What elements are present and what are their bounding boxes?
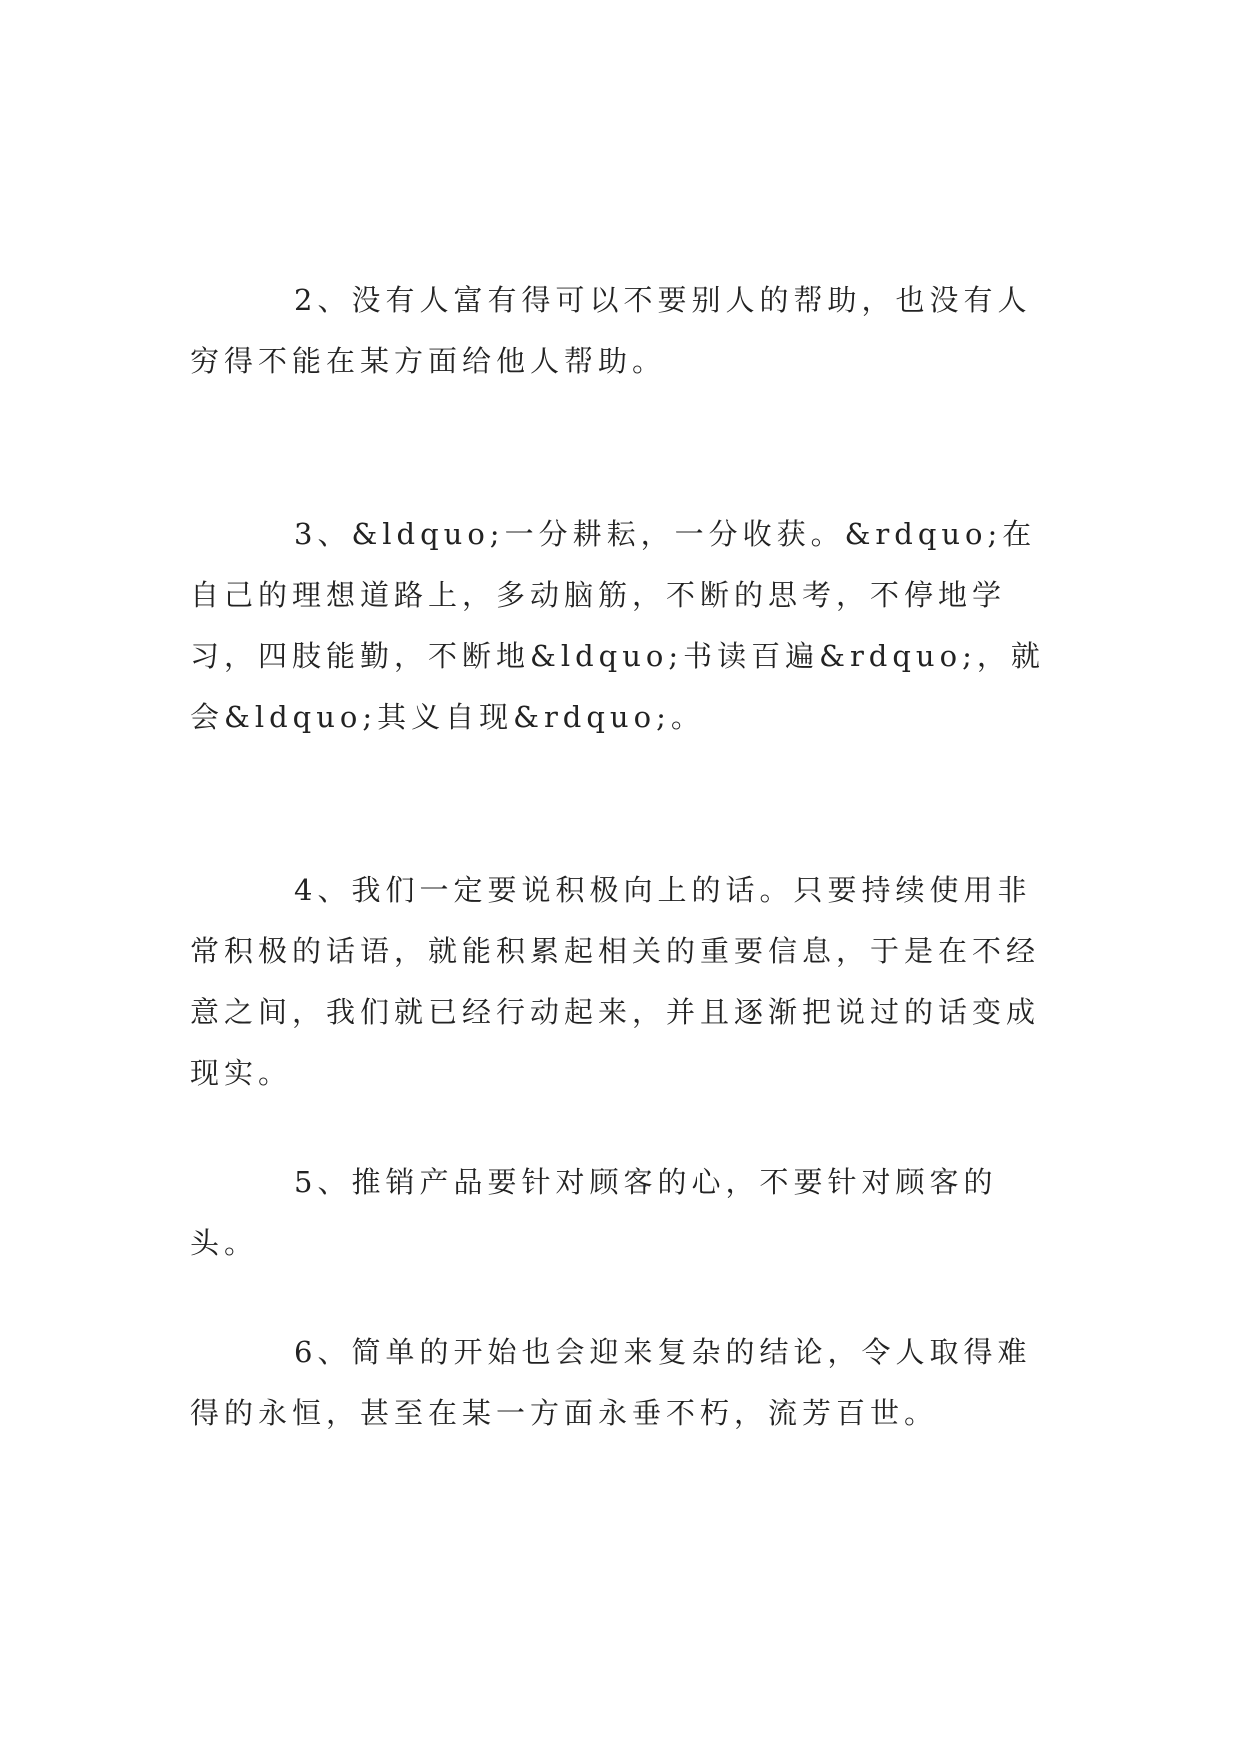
paragraph-2: 2、没有人富有得可以不要别人的帮助，也没有人穷得不能在某方面给他人帮助。 — [190, 283, 1032, 378]
paragraph-6: 6、简单的开始也会迎来复杂的结论，令人取得难得的永恒，甚至在某一方面永垂不朽，流芳百世。 — [190, 1335, 1032, 1430]
paragraph-3: 3、&ldquo;一分耕耘，一分收获。&rdquo;在自己的理想道路上，多动脑筋，不断的思考，不停地学习，四肢能勤，不断地&ldquo;书读百遍&rdquo;，就会&ldquo;其义自现&rdquo;。 — [190, 517, 1045, 734]
paragraph-5: 5、推销产品要针对顾客的心，不要针对顾客的头。 — [190, 1165, 998, 1260]
paragraph-4: 4、我们一定要说积极向上的话。只要持续使用非常积极的话语，就能积累起相关的重要信息，于是在不经意之间，我们就已经行动起来，并且逐渐把说过的话变成现实。 — [190, 873, 1041, 1090]
